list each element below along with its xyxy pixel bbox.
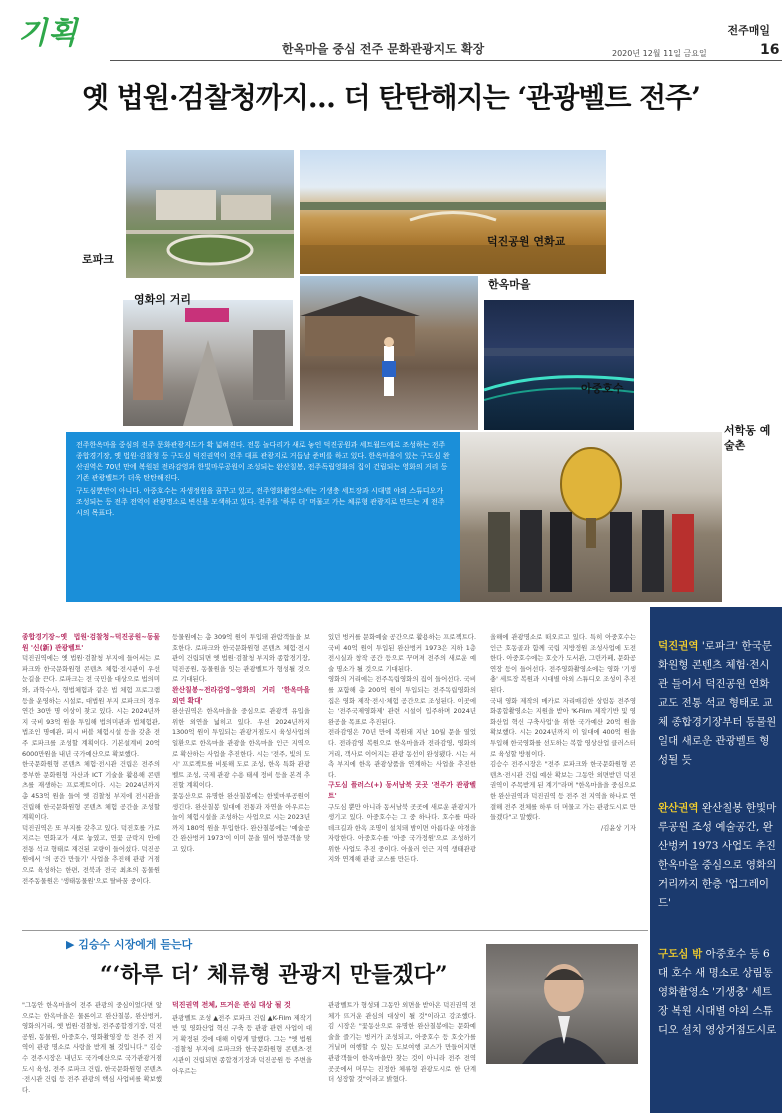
page-headline: 옛 법원·검찰청까지… 더 탄탄해지는 ‘관광벨트 전주’ bbox=[82, 81, 700, 114]
byline: /김윤상 기자 bbox=[600, 823, 636, 832]
mayor-illustration bbox=[486, 944, 638, 1064]
seohak-photo bbox=[460, 432, 722, 602]
interview-headline: “‘하루 더’ 체류형 관광지 만들겠다” bbox=[100, 962, 448, 988]
summary-block-outer bbox=[658, 945, 778, 1040]
subheading: 완산칠봉~전라감영~영화의 거리 '한옥마을 외연 확대' bbox=[172, 685, 310, 705]
article-column-3 bbox=[328, 632, 476, 924]
ajung-photo bbox=[484, 300, 634, 430]
paragraph: 전라감영은 70년 만에 복원돼 지난 10월 문을 열었다. 전라감영 복원으로 한옥마을과 전라감영, 영화의 거리, 객사로 이어지는 관광 동선이 완성됐다. 시는 서측 부지에 한옥 관광상품을 연계하는 사업을 추진한다. bbox=[328, 728, 476, 779]
issue-date: 2020년 12월 11일 금요일 bbox=[612, 49, 707, 58]
summary-text: 아중호수 등 6대 호수 새 명소로 상림동 영화촬영소 '기생충' 세트장 복원 시대별 야외 스튜디오 설치 영상거점도시로 bbox=[658, 948, 777, 1036]
caption-ropaque: 로파크 bbox=[82, 253, 114, 266]
caption-seohak: 서학동 예술촌 bbox=[724, 424, 771, 452]
paragraph: 관광벨트가 형성돼 그동안 외면을 받아온 덕진권역 전체가 뜨거운 관심의 대상이 될 것"이라고 강조했다. 김 시장은 "꽃동산으로 유명한 완산칠봉에는 문화예술을 즐기는 벙커가 조성되고, 아중호수 등 호숫가를 거닐며 여행할 수 있는 도보여행 코스가 만들어지면 관광객들이 한옥마을만 찾는 것이 아니라 전주 전역 곳곳에서 머무는 진정한 체류형 관광도시로 한 단계 더 성장할 것"이라고 밝혔다. bbox=[328, 1001, 476, 1084]
summary-text: 완산칠봉 한빛마루공원 조성 예술공간, 완산벙커 1973 사업도 추진 한옥마을 중심으로 영화의 거리까지 한층 '업그레이드' bbox=[658, 802, 777, 909]
ropaque-photo bbox=[126, 150, 294, 278]
section-title: 한옥마을 중심 전주 문화관광지도 확장 bbox=[282, 42, 485, 56]
masthead-rule bbox=[110, 60, 782, 61]
caption-hanok: 한옥마을 bbox=[488, 278, 531, 291]
page-number: 16 bbox=[760, 42, 780, 58]
interview-label bbox=[66, 936, 192, 952]
caption-deokjin: 덕진공원 연화교 bbox=[487, 235, 566, 248]
hanok-illustration bbox=[300, 276, 478, 430]
article-column-2 bbox=[172, 632, 310, 924]
interview-column-2 bbox=[172, 1000, 312, 1110]
deokjin-illustration bbox=[300, 150, 606, 274]
paragraph: 덕진권역은 또 부지를 갖추고 있다. 덕진호를 가로지르는 연화교가 새로 놓였고, 연꽃 군락지 안에 전통 석교 형태로 재건된 교량이 들어섰다. 덕진공원에서 '의 공간 만들기' 사업을 추진해 관광 거점으로 육성하는 한편, 전북과 전국 최초의 동물원 전주동물원은 '생태동물원'으로 탈바꿈 중이다. bbox=[22, 823, 160, 885]
section-logo: 기획 bbox=[18, 16, 78, 51]
article-column-4 bbox=[490, 632, 636, 924]
paragraph: 구도심 뿐만 아니라 동서남북 곳곳에 새로운 관광지가 생기고 있다. 아중호수는 그 중 하나다. 호수를 따라 데크길과 한옥 조명이 설치돼 밤이면 아름다운 야경을 자랑한다. 아중호수를 '아중 국가정원'으로 조성하기 위한 사업도 추진 중이다. 아울러 인근 지역 생태관광지와 연계해 관광 코스를 만든다. bbox=[328, 802, 476, 864]
paragraph: 완산권역은 한옥마을을 중심으로 관광객 유입을 위한 외연을 넓히고 있다. 우선 2024년까지 1300억 원이 투입되는 관광거점도시 육성사업의 일환으로 한옥마을 관광을 한옥마을 인근 지역으로 확산하는 사업을 추진한다. 시는 '전주, 빛의 도시' 프로젝트를 비롯해 도로 조성, 한옥 특화 관광벨트 조성, 국제 관광 수용 태세 정비 등을 본격 추진할 계획이다. bbox=[172, 707, 310, 790]
summary-title: 덕진권역 bbox=[658, 640, 699, 652]
movie-street-photo bbox=[123, 300, 293, 426]
summary-block-wansan bbox=[658, 799, 778, 913]
interview-column-3 bbox=[328, 1000, 476, 1110]
caption-ajung: 아중호수 bbox=[581, 382, 624, 395]
paragraph: 등물원에는 총 309억 원이 투입돼 관람객들을 보호한다. 로파크와 한국문화원형 콘텐츠 체험·전시관이 건립되면 옛 법원·검찰청 부지와 종합경기장, 덕진공원, 동물원을 잇는 관광벨트가 형성될 것으로 기대된다. bbox=[172, 633, 310, 684]
intro-paragraph: 전주한옥마을 중심의 전주 문화관광지도가 확 넓혀진다. 전통 놀다리가 새로 놓인 덕진공원과 세트월드에로 조성하는 전주종합경기장, 옛 법원·검찰청 등 구도심 덕진권역이 전주 대표 관광지로 거듭날 준비를 하고 있다. 한옥마을이 있는 구도심 완산권역은 70년 만에 복원된 전라감영과 한빛마루공원이 조성되는 완산칠봉, 전주독립영화의 집이 건립되는 영화의 거리 등 기존 관광벨트가 더욱 탄탄해진다. bbox=[76, 441, 450, 482]
movie-street-illustration bbox=[123, 300, 293, 426]
mayor-photo bbox=[486, 944, 638, 1064]
paragraph: 꽃동산으로 유명한 완산칠봉에는 한빛마루공원이 생긴다. 완산칠봉 일대에 전통과 자연을 아우르는 놀이 체험시설을 조성하는 사업으로 시는 2023년까지 180억 원을 투입한다. 완산칠봉에는 '예술공간 완산벙커 1973'이 이미 문을 열어 방문객을 맞고 있다. bbox=[172, 791, 310, 853]
summary-block-deokjin bbox=[658, 637, 778, 770]
interview-subheading: 덕진권역 전체, 뜨거운 관심 대상 될 것 bbox=[172, 1001, 291, 1009]
seohak-illustration bbox=[460, 432, 722, 602]
subheading: 구도심 플러스(+) 동서남북 곳곳 '전주가 관광벨트' bbox=[328, 781, 476, 800]
paragraph: 덕진권역에는 옛 법원·검찰청 부지에 들어서는 로파크와 한국문화원형 콘텐츠 체험·전시관이 우선 눈길을 끈다. 로파크는 전 국민을 대상으로 법의미와, 과학수사, 형법체험과 같은 법 체험 프로그램 등을 운영하는 시설로, 대법원 부지 로파크의 경우 연간 30만 명 이상이 찾고 있다. 시는 2024년까지 국비 93억 원을 투입해 법의미관과 법체험관, 법조인 명예관, 피시 버블 체험시설 등을 갖춘 전주 로파크를 조성할 계획이다. 기본설계비 20억6000만원을 내년 국가예산으로 확보했다. bbox=[22, 654, 160, 758]
paragraph: 한국문화원형 콘텐츠 체험·전시관 건립은 전주의 풍부한 문화원형 자산과 ICT 기술을 활용해 콘텐츠를 재생하는 프로젝트이다. 시는 2024년까지 총 453억 원을 들여 옛 검찰청 부지에 전시관을 건립해 한국문화원형 콘텐츠 체험 공간을 조성할 계획이다. bbox=[22, 760, 160, 822]
intro-paragraph: 구도심뿐만이 아니다. 아중호수는 자생정원을 꿈꾸고 있고, 전주영화촬영소에는 기생충 세트장과 시대별 야외 스튜디오가 조성되는 등 전주 전역이 관광명소로 변신을 모색하고 있다. 전주를 '하루 더' 머물고 가는 체류형 관광지로 만드는 게 전주시의 목표다. bbox=[76, 487, 445, 517]
summary-sidebar bbox=[650, 607, 782, 1113]
paragraph: 김승수 전주시장은 "전주 로파크와 한국문화원형 콘텐츠·전시관 건립 예산 확보는 그동안 외면받던 덕진권역이 주목받게 된 계기"라며 "한옥마을을 중심으로 한 완산권역과 덕진권역 등 전주 전 지역을 하나로 연결해 전주 전체를 하루 더 머물고 가는 관광도시로 만들겠다"고 말했다. bbox=[490, 760, 636, 822]
article-column-1 bbox=[22, 632, 160, 924]
interview-label-text: 김승수 시장에게 듣는다 bbox=[78, 938, 193, 951]
paragraph: 관광벨트 조성 ▲전주 로파크 건립 ▲K-Film 제작기반 및 영화산업 혁신 구축 등 관광 관련 사업이 대거 확정된 것에 대해 이렇게 말했다. 그는 "옛 법원·검찰청 부지에 로파크와 한국문화원형 콘텐츠·전시관이 건립되면 종합경기장과 덕진공원 등 주변을 아우르는 bbox=[172, 1013, 312, 1075]
summary-title: 구도심 밖 bbox=[658, 948, 703, 960]
ajung-illustration bbox=[484, 300, 634, 430]
interview-divider bbox=[22, 930, 648, 931]
intro-box bbox=[66, 432, 460, 602]
summary-title: 완산권역 bbox=[658, 802, 699, 814]
hanok-photo bbox=[300, 276, 478, 430]
interview-column-1 bbox=[22, 1000, 162, 1110]
deokjin-photo bbox=[300, 150, 606, 274]
paragraph: 있던 벙커를 문화예술 공간으로 활용하는 프로젝트다. 국비 40억 원이 투입된 완산벙커 1973은 지하 1층 전시실과 창작 공간 등으로 꾸며져 전주의 새로운 예술 명소가 될 것으로 기대된다. bbox=[328, 633, 476, 673]
caption-movie-street: 영화의 거리 bbox=[134, 293, 191, 306]
paragraph: 영화의 거리에는 전주독립영화의 집이 들어선다. 국비를 포함해 총 200억 원이 투입되는 전주독립영화의 집은 영화 제작·전시·체험 공간으로 조성된다. 이곳에는 '전주국제영화제' 관련 시설이 입주하며 2024년 완공을 목표로 추진된다. bbox=[328, 675, 476, 726]
triangle-icon: ▶ bbox=[66, 938, 79, 951]
paragraph: 국내 영화 제작의 메카로 자리매김한 상림동 전주영화종합촬영소는 지원을 받아 'K-Film 제작기반 및 영화산업 혁신 구축사업'을 위한 국가예산 20억 원을 확보했다. 시는 2024년까지 이 일대에 400억 원을 투입해 한국영화를 선도하는 복합 영상산업 클러스터로 육성할 방침이다. bbox=[490, 696, 636, 758]
paper-name: 전주매일 bbox=[727, 24, 770, 37]
summary-text: '로파크' 한국문화원형 콘텐츠 체험·전시관 들어서 덕진공원 연화교도 전통 석교 형태로 교체 종합경기장부터 동물원 일대 새로운 관광벨트 형성될 듯 bbox=[658, 640, 777, 766]
subheading: 종합경기장~옛 법원·검찰청~덕진공원~동물원 '신(新) 관광벨트' bbox=[22, 633, 160, 652]
paragraph: 올해에 관광명소로 떠오르고 있다. 특히 아중호수는 인근 호동골과 함께 국립 지방정원 조성사업에 도전한다. 아중호수에는 호숫가 도서관, 그린카페, 문화공연장 등이 들어선다. 전주영화촬영소에는 영화 '기생충' 세트장 복원과 시대별 야외 스튜디오 조성이 추진된다. bbox=[490, 633, 636, 694]
ropaque-illustration bbox=[126, 150, 294, 278]
paragraph: "그동안 한옥마을이 전주 관광의 중심이었다면 앞으로는 한옥마을은 물론이고 완산칠봉, 완산벙커, 영화의거리, 옛 법원·검찰청, 전주종합경기장, 덕진공원, 동물원, 아중호수, 영화촬영장 등 전주 전 지역이 관광 명소로 사랑을 받게 될 것입니다." 김승수 전주시장은 내년도 국가예산으로 국가관광거점도시 육성, 전주 로파크 건립, 한국문화원형 콘텐츠·전시관 건립 등 전주 관광의 핵심 사업비를 확보했다. bbox=[22, 1001, 162, 1094]
